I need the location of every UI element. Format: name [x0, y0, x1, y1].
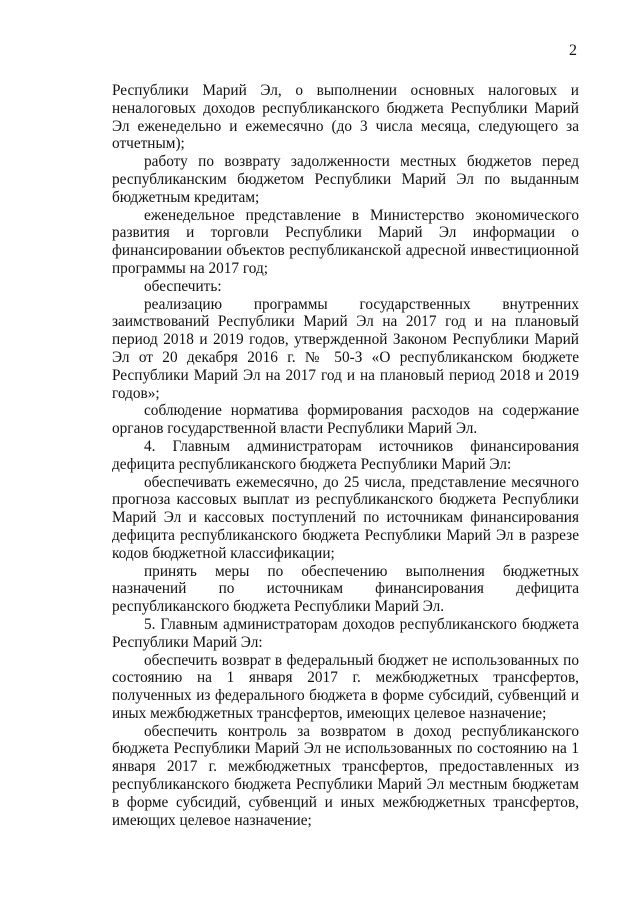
paragraph-return-control: обеспечить контроль за возвратом в доход республиканского бюджета Республики Марий Эл не использованных по состоянию на 1 января 2017 г. межбюджетных трансфертов, предоставленных из республиканского бюджета Республики Марий Эл местным бюджетам в форме субсидий, субвенций и иных межбюджетных трансфертов, имеющих целевое назначение; [112, 722, 579, 829]
paragraph-debt-return: работу по возврату задолженности местных бюджетов перед республиканским бюджетом Республики Марий Эл по выданным бюджетным кредитам; [112, 153, 579, 206]
paragraph-continuation: Республики Марий Эл, о выполнении основных налоговых и неналоговых доходов республиканского бюджета Республики Марий Эл еженедельно и ежемесячно (до 3 числа месяца, следующего за отчетным); [112, 82, 579, 153]
paragraph-item-4-heading: 4. Главным администраторам источников финансирования дефицита республиканского бюджета Республики Марий Эл: [112, 437, 579, 473]
paragraph-weekly-report: еженедельное представление в Министерство экономического развития и торговли Республики Марий Эл информации о финансировании объектов республиканской адресной инвестиционной программы на 2017 год; [112, 206, 579, 277]
paragraph-take-measures: принять меры по обеспечению выполнения бюджетных назначений по источникам финансирования дефицита республиканского бюджета Республики Марий Эл. [112, 562, 579, 616]
paragraph-monthly-forecast: обеспечивать ежемесячно, до 25 числа, представление месячного прогноза кассовых выплат из республиканского бюджета Республики Марий Эл и кассовых поступлений по источникам финансирования дефицита республиканского бюджета Республики Марий Эл в разрезе кодов бюджетной классификации; [112, 473, 579, 562]
paragraph-item-5-heading: 5. Главным администраторам доходов республиканского бюджета Республики Марий Эл: [112, 615, 579, 651]
paragraph-borrowing-program: реализацию программы государственных внутренних заимствований Республики Марий Эл на 2017 год и на плановый период 2018 и 2019 годов, утвержденной Законом Республики Марий Эл от 20 декабря 2016 г. № 50-З «О республиканском бюджете Республики Марий Эл на 2017 год и на плановый период 2018 и 2019 годов»; [112, 295, 579, 402]
page-number: 2 [569, 42, 577, 59]
paragraph-federal-return: обеспечить возврат в федеральный бюджет не использованных по состоянию на 1 января 2017 г. межбюджетных трансфертов, полученных из федерального бюджета в форме субсидий, субвенций и иных межбюджетных трансфертов, имеющих целевое назначение; [112, 651, 579, 722]
paragraph-expense-norm: соблюдение норматива формирования расходов на содержание органов государственной власти Республики Марий Эл. [112, 402, 579, 438]
document-body [112, 82, 579, 829]
paragraph-ensure-heading: обеспечить: [144, 277, 222, 295]
